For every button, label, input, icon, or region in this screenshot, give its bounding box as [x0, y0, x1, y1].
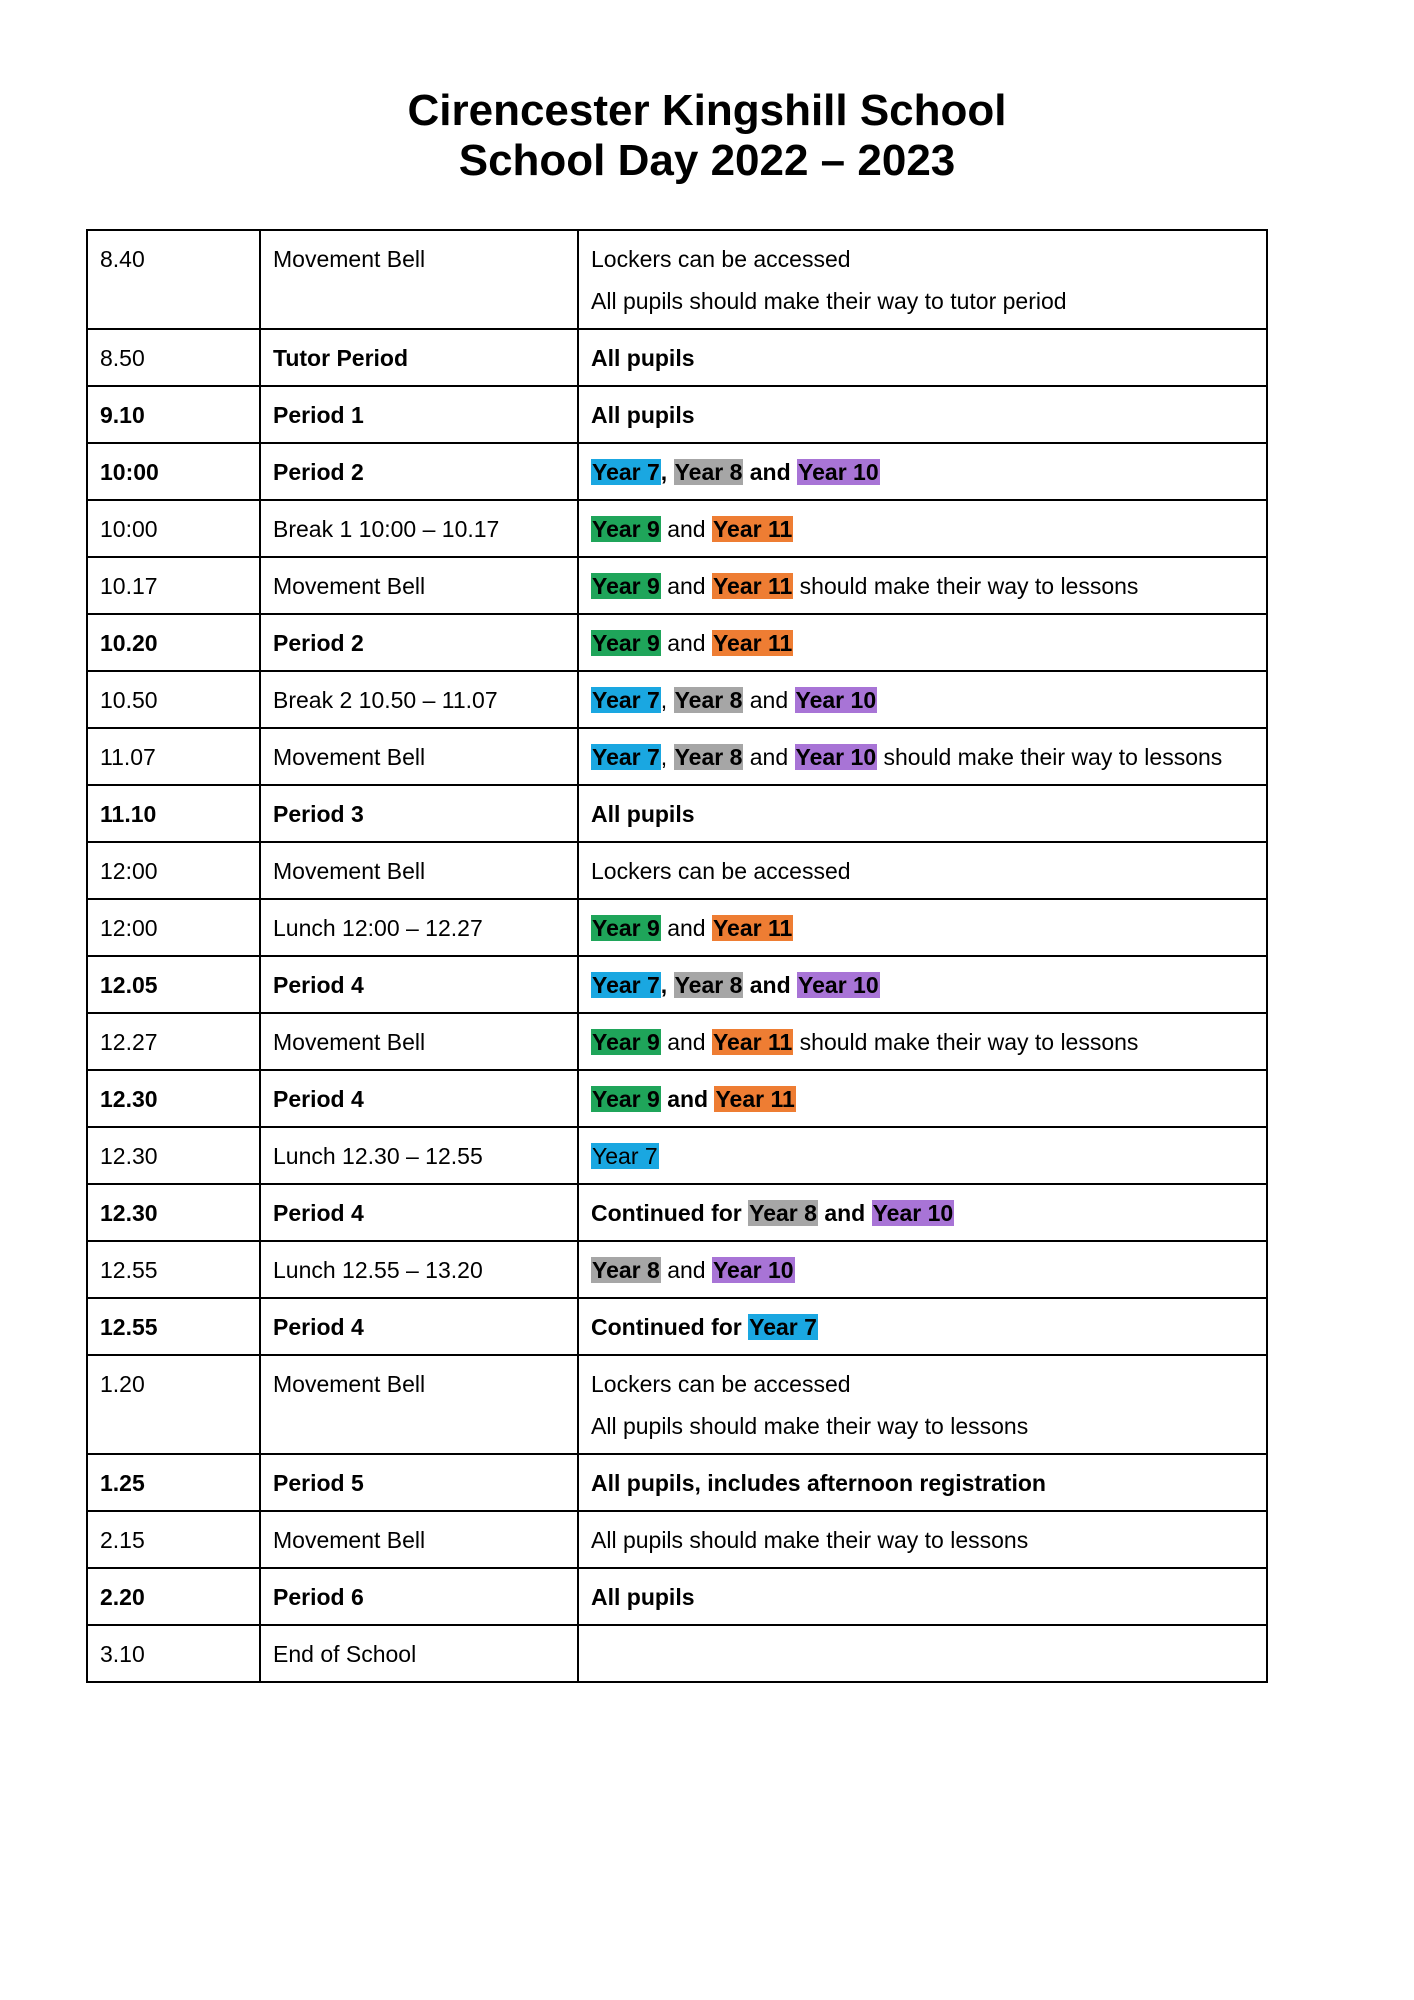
conjunction: and [749, 459, 791, 485]
table-row [87, 1184, 1267, 1241]
year7-highlight: Year 7 [592, 459, 660, 485]
detail-cell: All pupils [578, 1568, 1267, 1625]
detail-cell: All pupils [578, 329, 1267, 386]
detail-cell [578, 1070, 1267, 1127]
table-row [87, 443, 1267, 500]
table-row [87, 1127, 1267, 1184]
year9-highlight: Year 9 [592, 1029, 660, 1055]
year10-highlight: Year 10 [795, 744, 877, 770]
year7-highlight: Year 7 [592, 744, 660, 770]
year9-highlight: Year 9 [592, 573, 660, 599]
table-row [87, 785, 1267, 842]
time-cell: 11.10 [87, 785, 260, 842]
time-cell: 8.50 [87, 329, 260, 386]
detail-cell [578, 1355, 1267, 1454]
event-cell: End of School [260, 1625, 578, 1682]
detail-line: All pupils should make their way to tutor period [591, 288, 1067, 314]
year9-highlight: Year 9 [592, 630, 660, 656]
detail-cell: All pupils [578, 386, 1267, 443]
detail-cell: Lockers can be accessed [578, 842, 1267, 899]
conjunction: and [667, 1257, 706, 1283]
school-name: Cirencester Kingshill School [407, 86, 1007, 135]
time-cell: 1.25 [87, 1454, 260, 1511]
time-cell: 2.15 [87, 1511, 260, 1568]
detail-prefix: Continued for [591, 1200, 742, 1226]
conjunction: and [749, 744, 789, 770]
school-year: School Day 2022 – 2023 [458, 136, 956, 185]
detail-cell [578, 1013, 1267, 1070]
detail-line: Lockers can be accessed [591, 246, 851, 272]
table-row [87, 557, 1267, 614]
table-row [87, 842, 1267, 899]
event-cell: Period 5 [260, 1454, 578, 1511]
event-cell: Period 3 [260, 785, 578, 842]
event-cell: Movement Bell [260, 728, 578, 785]
time-cell: 2.20 [87, 1568, 260, 1625]
year8-highlight: Year 8 [674, 744, 743, 770]
detail-cell [578, 500, 1267, 557]
year11-highlight: Year 11 [712, 1029, 793, 1055]
event-cell: Period 4 [260, 1298, 578, 1355]
detail-cell: All pupils should make their way to lessons [578, 1511, 1267, 1568]
event-cell: Period 2 [260, 614, 578, 671]
conjunction: and [667, 915, 706, 941]
time-cell: 12.30 [87, 1127, 260, 1184]
detail-cell [578, 557, 1267, 614]
time-cell: 10.50 [87, 671, 260, 728]
time-cell: 3.10 [87, 1625, 260, 1682]
detail-cell [578, 728, 1267, 785]
detail-line: All pupils should make their way to lessons [591, 1413, 1029, 1439]
event-cell: Break 2 10.50 – 11.07 [260, 671, 578, 728]
event-cell: Period 1 [260, 386, 578, 443]
table-row [87, 500, 1267, 557]
year8-highlight: Year 8 [674, 972, 743, 998]
year11-highlight: Year 11 [712, 516, 793, 542]
time-cell: 12.05 [87, 956, 260, 1013]
detail-cell [578, 956, 1267, 1013]
time-cell: 12:00 [87, 842, 260, 899]
detail-line: Lockers can be accessed [591, 1371, 851, 1397]
table-row [87, 614, 1267, 671]
year8-highlight: Year 8 [749, 1200, 817, 1226]
time-cell: 10:00 [87, 443, 260, 500]
time-cell: 12.30 [87, 1070, 260, 1127]
time-cell: 11.07 [87, 728, 260, 785]
conjunction: and [749, 687, 789, 713]
time-cell: 9.10 [87, 386, 260, 443]
conjunction: and [749, 972, 791, 998]
event-cell: Movement Bell [260, 557, 578, 614]
detail-cell [578, 671, 1267, 728]
event-cell: Break 1 10:00 – 10.17 [260, 500, 578, 557]
year11-highlight: Year 11 [712, 630, 793, 656]
event-cell: Lunch 12.30 – 12.55 [260, 1127, 578, 1184]
year11-highlight: Year 11 [712, 573, 793, 599]
detail-cell [578, 443, 1267, 500]
table-row [87, 1013, 1267, 1070]
table-row [87, 1355, 1267, 1454]
event-cell: Lunch 12:00 – 12.27 [260, 899, 578, 956]
event-cell: Lunch 12.55 – 13.20 [260, 1241, 578, 1298]
conjunction: and [667, 1029, 706, 1055]
conjunction: and [824, 1200, 866, 1226]
time-cell: 12.30 [87, 1184, 260, 1241]
year8-highlight: Year 8 [592, 1257, 660, 1283]
time-cell: 12.55 [87, 1298, 260, 1355]
detail-cell: All pupils [578, 785, 1267, 842]
time-cell: 10.20 [87, 614, 260, 671]
table-row [87, 1070, 1267, 1127]
school-day-table [86, 229, 1268, 1683]
table-row [87, 230, 1267, 329]
event-cell: Movement Bell [260, 842, 578, 899]
detail-tail: should make their way to lessons [799, 1029, 1139, 1055]
year8-highlight: Year 8 [674, 459, 743, 485]
table-row [87, 329, 1267, 386]
event-cell: Movement Bell [260, 1355, 578, 1454]
table-row [87, 1568, 1267, 1625]
table-row [87, 1454, 1267, 1511]
event-cell: Period 4 [260, 1070, 578, 1127]
detail-cell [578, 230, 1267, 329]
table-row [87, 1625, 1267, 1682]
event-cell: Tutor Period [260, 329, 578, 386]
conjunction: and [667, 1086, 709, 1112]
detail-cell [578, 1241, 1267, 1298]
page-title [0, 86, 1414, 186]
table-row [87, 956, 1267, 1013]
table-row [87, 728, 1267, 785]
detail-cell [578, 614, 1267, 671]
time-cell: 12.55 [87, 1241, 260, 1298]
year9-highlight: Year 9 [592, 516, 660, 542]
detail-cell: All pupils, includes afternoon registration [578, 1454, 1267, 1511]
event-cell: Period 6 [260, 1568, 578, 1625]
year7-highlight: Year 7 [749, 1314, 817, 1340]
table-row [87, 386, 1267, 443]
time-cell: 1.20 [87, 1355, 260, 1454]
event-cell: Period 4 [260, 1184, 578, 1241]
year7-highlight: Year 7 [592, 687, 660, 713]
event-cell: Period 2 [260, 443, 578, 500]
time-cell: 12:00 [87, 899, 260, 956]
detail-cell [578, 1127, 1267, 1184]
year11-highlight: Year 11 [712, 915, 793, 941]
year7-highlight: Year 7 [592, 1143, 658, 1169]
table-row [87, 1241, 1267, 1298]
detail-cell [578, 1298, 1267, 1355]
time-cell: 10.17 [87, 557, 260, 614]
year11-highlight: Year 11 [715, 1086, 795, 1112]
event-cell: Movement Bell [260, 230, 578, 329]
year9-highlight: Year 9 [592, 915, 660, 941]
conjunction: and [667, 630, 706, 656]
year10-highlight: Year 10 [798, 972, 879, 998]
detail-prefix: Continued for [591, 1314, 742, 1340]
separator: , [660, 459, 668, 485]
year8-highlight: Year 8 [674, 687, 743, 713]
table-row [87, 671, 1267, 728]
detail-cell [578, 1184, 1267, 1241]
year7-highlight: Year 7 [592, 972, 660, 998]
time-cell: 12.27 [87, 1013, 260, 1070]
conjunction: and [667, 573, 706, 599]
separator: , [660, 744, 668, 770]
table-row [87, 899, 1267, 956]
detail-tail: should make their way to lessons [799, 573, 1139, 599]
year10-highlight: Year 10 [712, 1257, 794, 1283]
conjunction: and [667, 516, 706, 542]
detail-cell [578, 1625, 1267, 1682]
event-cell: Period 4 [260, 956, 578, 1013]
separator: , [660, 687, 668, 713]
detail-tail: should make their way to lessons [883, 744, 1223, 770]
time-cell: 8.40 [87, 230, 260, 329]
table-row [87, 1298, 1267, 1355]
year10-highlight: Year 10 [798, 459, 879, 485]
year10-highlight: Year 10 [795, 687, 877, 713]
detail-cell [578, 899, 1267, 956]
year9-highlight: Year 9 [592, 1086, 660, 1112]
separator: , [660, 972, 668, 998]
event-cell: Movement Bell [260, 1511, 578, 1568]
time-cell: 10:00 [87, 500, 260, 557]
year10-highlight: Year 10 [872, 1200, 954, 1226]
event-cell: Movement Bell [260, 1013, 578, 1070]
table-row [87, 1511, 1267, 1568]
